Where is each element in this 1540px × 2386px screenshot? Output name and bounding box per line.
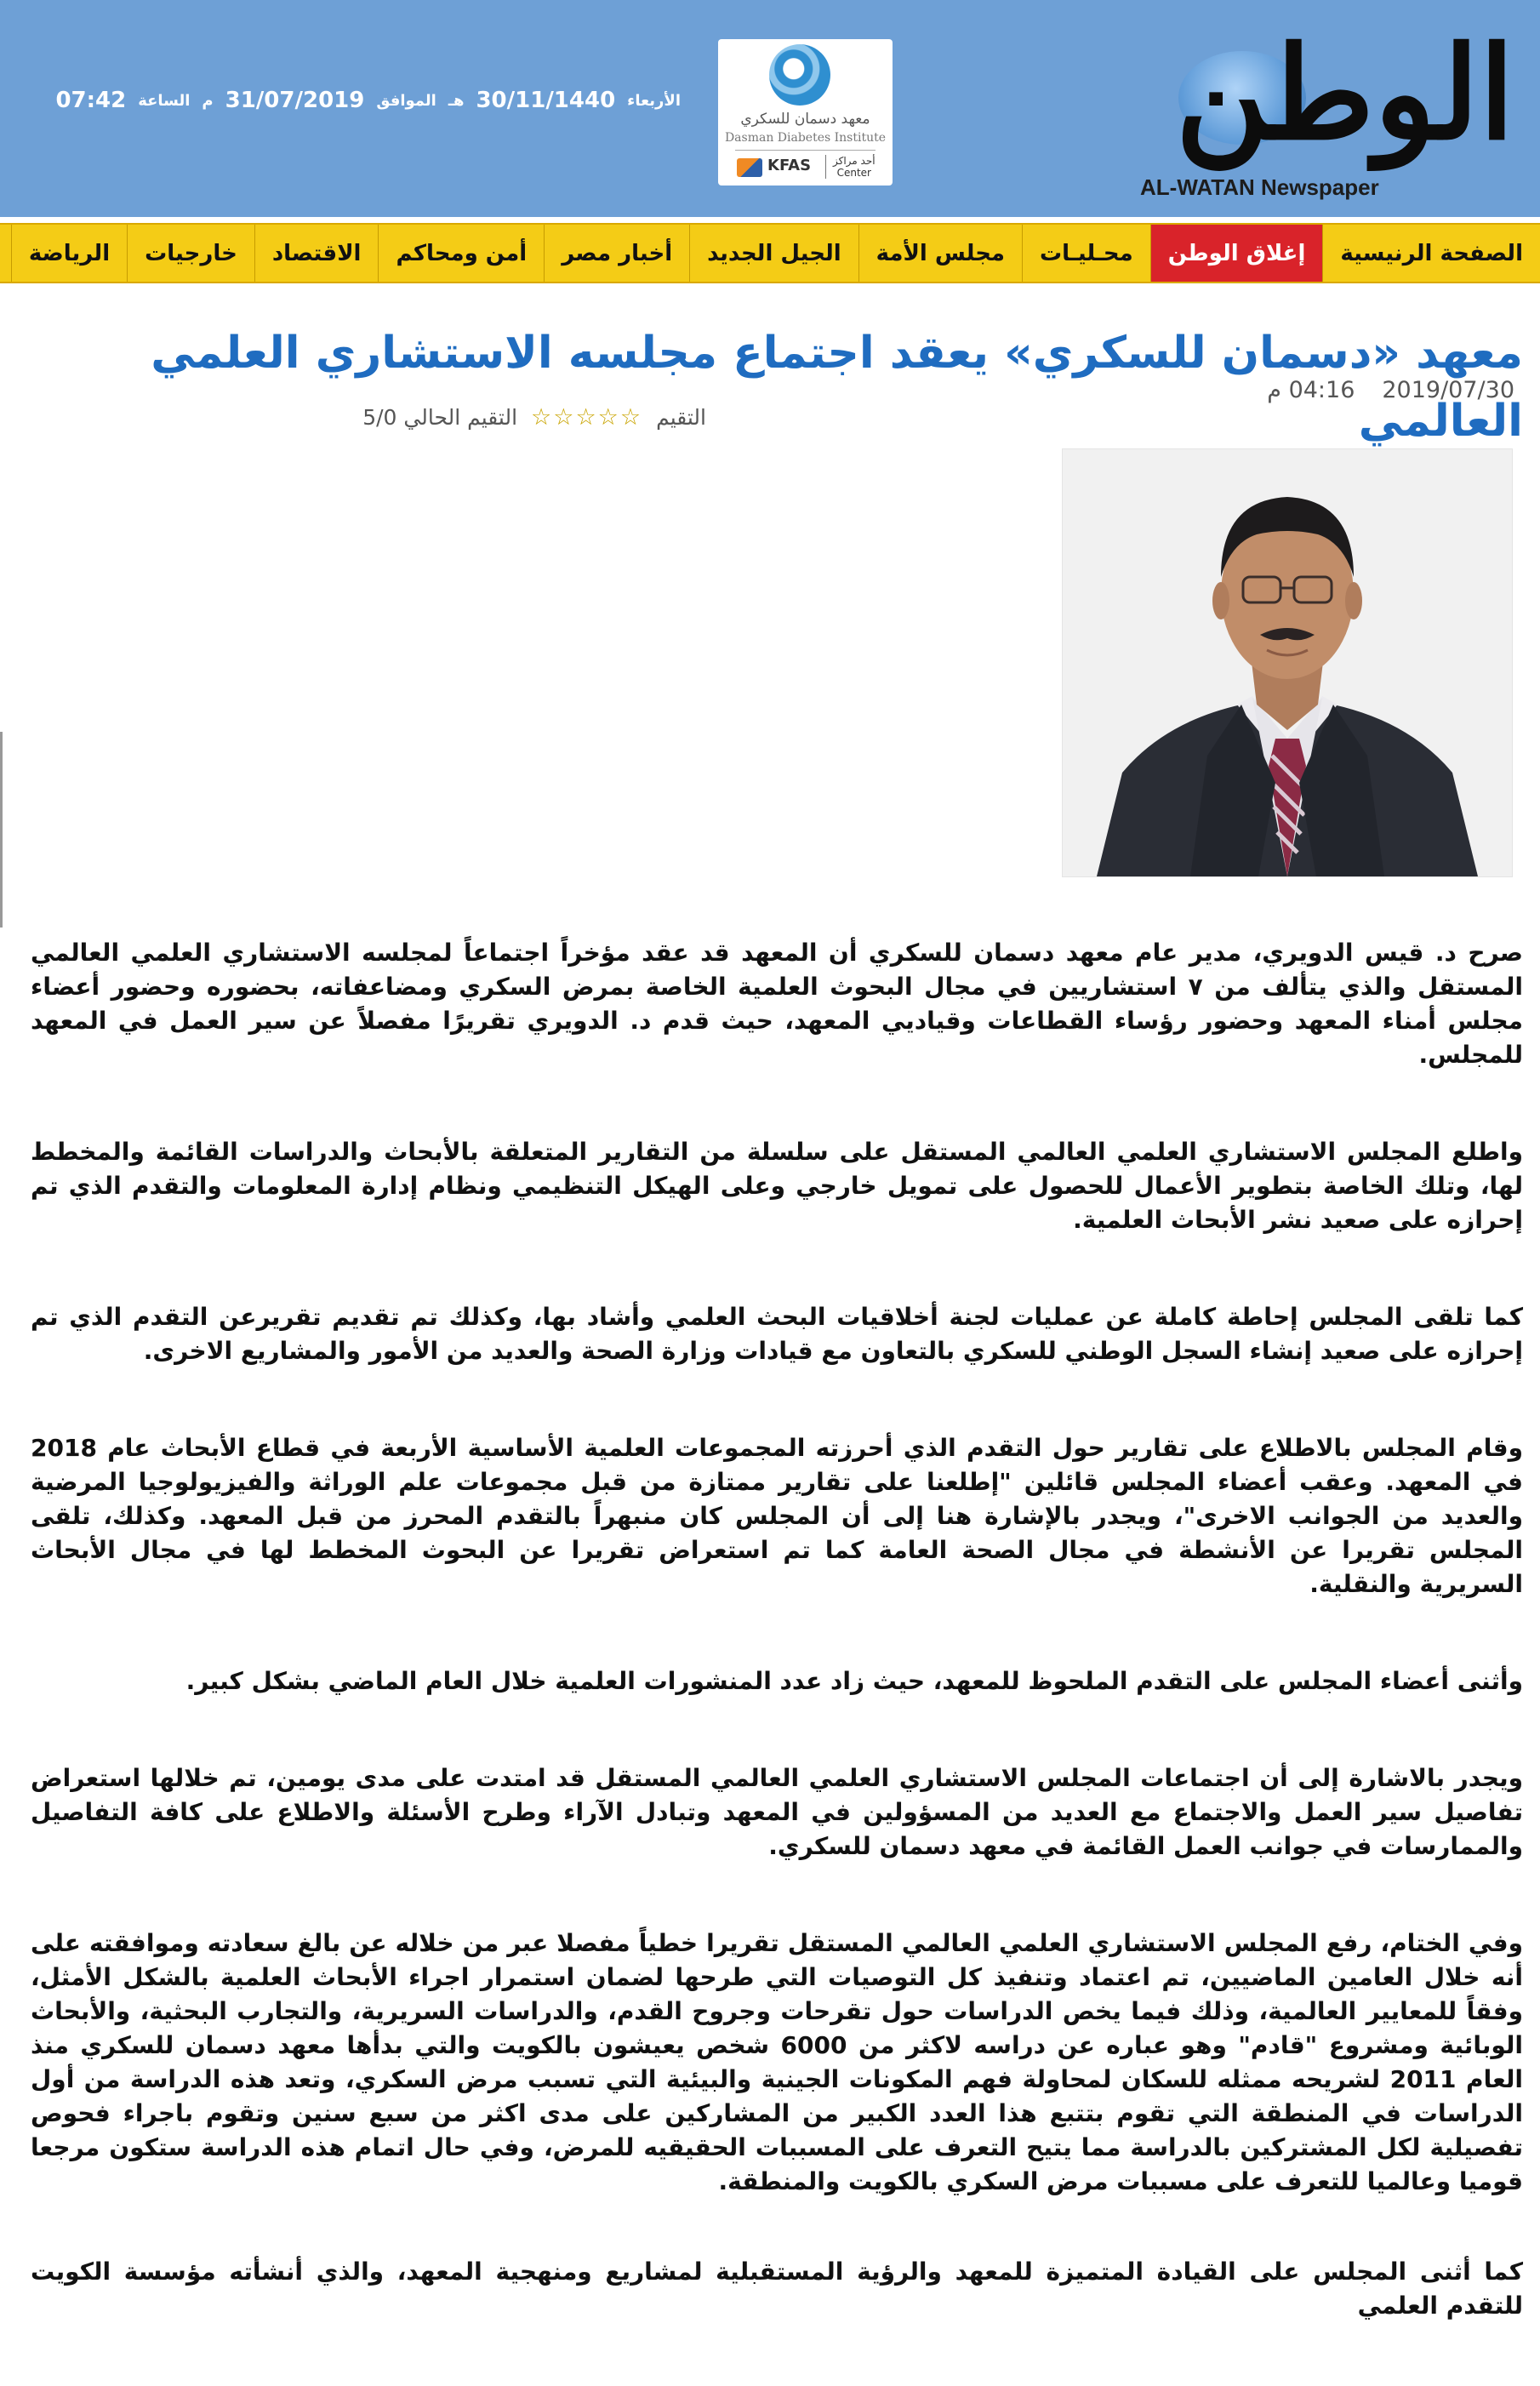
nav-item-sports[interactable]: الرياضة xyxy=(11,225,127,282)
dasman-english-name: Dasman Diabetes Institute xyxy=(724,131,887,145)
nav-item-security-courts[interactable]: أمن ومحاكم xyxy=(378,225,544,282)
nav-item-articles[interactable] xyxy=(0,225,11,282)
rating-widget xyxy=(315,404,706,431)
logo-divider xyxy=(735,150,876,151)
alwatan-logo-english: AL-WATAN Newspaper xyxy=(1140,174,1379,200)
gregorian-date: 31/07/2019 xyxy=(225,88,365,113)
dasman-emblem-icon xyxy=(769,44,830,106)
kfas-sub-line1: أحد مراكز xyxy=(833,155,876,167)
gregorian-prefix: الموافق xyxy=(376,91,436,110)
kfas-sub-label xyxy=(825,155,876,179)
alwatan-logo-arabic: الوطن xyxy=(1175,19,1514,168)
date-time-bar xyxy=(51,83,681,117)
rating-stars[interactable]: ☆☆☆☆☆ xyxy=(531,404,643,431)
kfas-label: KFAS xyxy=(767,157,812,174)
kfas-emblem-icon xyxy=(737,158,762,177)
article-date: 2019/07/30 xyxy=(1382,377,1514,403)
article-paragraph: وفي الختام، رفع المجلس الاستشاري العلمي العالمي المستقل تقريرا خطياً مفصلا عبر من خلاله عن بالغ سعادته وموافقته على أنه خلال العامين الماضيين، تم اعتماد وتنفيذ كل التوصيات التي طرحها لضمان استمرار اجراء الأبحاث العلمية بالشكل الأمثل، وفقاً للمعايير العالمية، وذلك فيما يخص الدراسات حول تقرحات وجروح القدم، والدراسات السريرية، والتجارب البحثية، والأبحاث الوبائية ومشروع "قادم" وهو عباره عن دراسه لاكثر من 6000 شخص يعيشون بالكويت والتي بدأها معهد دسمان للسكري منذ العام 2011 لشريحه ممثله للسكان لمحاولة فهم المكونات الجينية والبيئية التي تسبب مرض السكري، وتعد هذه الدراسة من أول الدراسات في المنطقة التي تقوم بتتبع هذا العدد الكبير من المشاركين على مدى اكثر من سبع سنين وتقوم باجراء فحوص تفصيلية لكل المشتركين بالدراسة مما يتيح التعرف على المسببات الحقيقيه للمرض، وفي حال اتمام هذه الدراسة ستكون مرجعا قوميا وعالميا للتعرف على مسببات مرض السكري بالكويت والمنطقة. xyxy=(31,1929,1524,2195)
article-photo[interactable] xyxy=(1062,448,1513,877)
article-paragraph: وأثنى أعضاء المجلس على التقدم الملحوظ للمعهد، حيث زاد عدد المنشورات العلمية خلال العام الماضي بشكل كبير. xyxy=(185,1667,1523,1695)
current-time: 07:42 xyxy=(55,88,127,113)
article-meta xyxy=(1191,377,1514,403)
portrait-illustration xyxy=(1063,449,1512,876)
hijri-date: 30/11/1440 xyxy=(476,88,616,113)
article-title: معهد «دسمان للسكري» يعقد اجتماع مجلسه الاستشاري العلمي العالمي xyxy=(151,327,1523,447)
dasman-institute-logo[interactable] xyxy=(718,39,893,186)
article-paragraph: كما أثنى المجلس على القيادة المتميزة للمعهد والرؤية المستقبلية لمشاريع ومنهجية المعهد، والذي أنشأته مؤسسة الكويت للتقدم العلمي xyxy=(31,2258,1523,2320)
nav-item-egypt-news[interactable]: أخبار مصر xyxy=(544,225,689,282)
article-paragraph: واطلع المجلس الاستشاري العلمي العالمي المستقل على سلسلة من التقارير المتعلقة بالأبحاث والدراسات القائمة والمخطط لها، وتلك الخاصة بتطوير الأعمال للحصول على تمويل خارجي وعلى الهيكل التنظيمي ونظام إدارة المعلومات والتقدم الذي تم إحرازه على صعيد نشر الأبحاث العلمية. xyxy=(31,1138,1523,1234)
alwatan-logo[interactable] xyxy=(1021,17,1523,213)
article-paragraph: كما تلقى المجلس إحاطة كاملة عن عمليات لجنة أخلاقيات البحث العلمي وأشاد بها، وكذلك تم تقديم تقريرعن التقدم الذي تم إحرازه على صعيد إنشاء السجل الوطني للسكري بالتعاون مع قيادات وزارة الصحة والعديد من الأمور والمشاريع الاخرى. xyxy=(31,1303,1523,1365)
rating-label: التقيم xyxy=(656,405,706,430)
nav-item-new-generation[interactable]: الجيل الجديد xyxy=(689,225,858,282)
kfas-sub-line2: Center xyxy=(836,167,871,179)
article-time: 04:16 م xyxy=(1267,377,1355,403)
main-navigation xyxy=(0,223,1540,283)
dasman-arabic-name: معهد دسمان للسكري xyxy=(740,111,870,128)
nav-item-foreign[interactable]: خارجيات xyxy=(127,225,254,282)
nav-item-economy[interactable]: الاقتصاد xyxy=(254,225,379,282)
article-paragraph: وقام المجلس بالاطلاع على تقارير حول التقدم الذي أحرزته المجموعات العلمية الأساسية الأربعة في قطاع الأبحاث عام 2018 في المعهد. وعقب أعضاء المجلس قائلين "إطلعنا على تقارير ممتازة من قبل مجموعات علم الوراثة والفيزيولوجيا المرضية والعديد من الجوانب الاخرى"، ويجدر بالإشارة هنا إلى أن المجلس كان منبهراً بالتقدم المحرز من قبل المعهد. وكذلك، تلقى المجلس تقريرا عن الأنشطة في مجال الصحة العامة كما تم استعراض تقريرا عن البحوث المخطط لها في مجال الأبحاث السريرية والنقلية. xyxy=(31,1434,1523,1598)
day-name: الأربعاء xyxy=(627,91,681,110)
hijri-suffix: هـ xyxy=(448,91,465,110)
site-header xyxy=(0,0,1540,217)
article-body xyxy=(31,936,1523,2386)
page-edge-marker xyxy=(0,732,3,928)
nav-item-watan-closure[interactable]: إغلاق الوطن xyxy=(1150,225,1323,282)
rating-current: التقيم الحالي 5/0 xyxy=(362,405,518,430)
nav-item-home[interactable]: الصفحة الرنيسية xyxy=(1322,225,1540,282)
article-paragraph: صرح د. قيس الدويري، مدير عام معهد دسمان للسكري أن المعهد قد عقد مؤخراً اجتماعاً لمجلسه الاستشاري العلمي العالمي المستقل والذي يتألف من ٧ استشاريين في مجال البحوث العلمية الخاصة بمرض السكري ومضاعفاته، بحضوره وحضور أعضاء مجلس أمناء المعهد وحضور رؤساء القطاعات وقياديي المعهد، حيث قدم د. الدويري تقريرًا مفصلاً عن سير العمل في المعهد للمجلس. xyxy=(31,939,1523,1069)
time-prefix: الساعة xyxy=(138,91,191,110)
article-paragraph: ويجدر بالاشارة إلى أن اجتماعات المجلس الاستشاري العلمي العالمي المستقل قد امتدت على مدى يومين، تم خلالها استعراض تفاصيل سير العمل والاجتماع مع العديد من المسؤولين في المعهد وتبادل الآراء وطرح الأسئلة والاطلاع على كافة التفاصيل والممارسات في جوانب العمل القائمة في معهد دسمان للسكري. xyxy=(31,1764,1523,1860)
gregorian-suffix: م xyxy=(202,91,214,110)
nav-item-parliament[interactable]: مجلس الأمة xyxy=(858,225,1022,282)
nav-item-local[interactable]: محـليـات xyxy=(1022,225,1150,282)
